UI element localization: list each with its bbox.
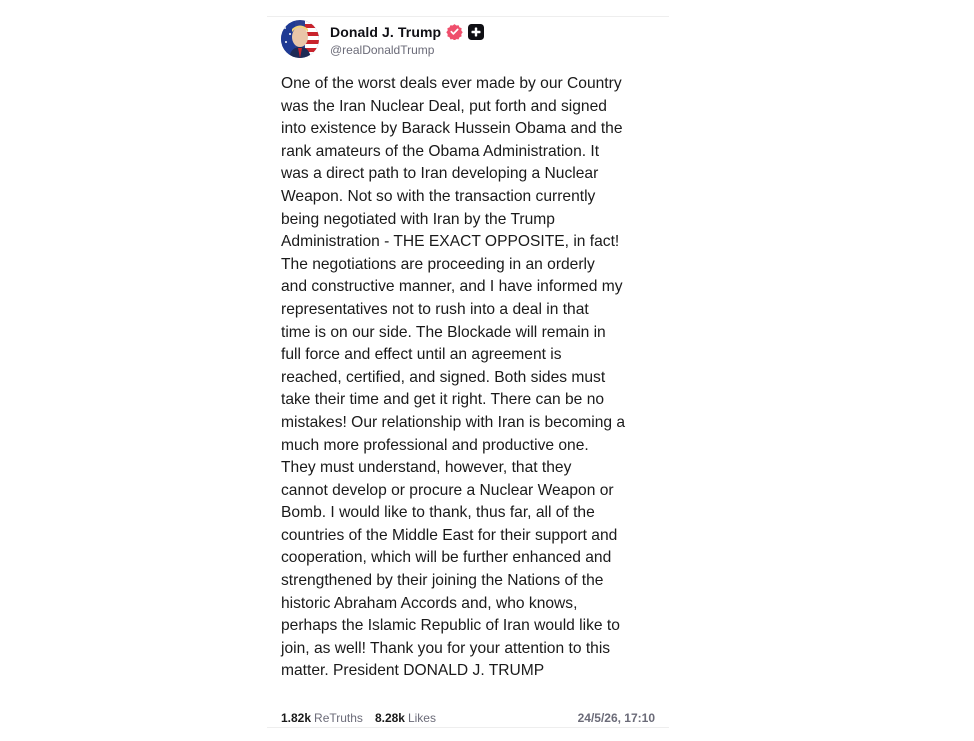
likes-count: 8.28k (374, 711, 405, 725)
post-body-line: cooperation, which will be further enhanced and (281, 549, 612, 567)
likes-label: Likes (407, 711, 436, 725)
author-handle[interactable]: @realDonaldTrump (330, 42, 435, 57)
post-body-line: time is on our side. The Blockade will remain in (281, 323, 606, 341)
avatar[interactable] (281, 20, 319, 58)
post-body-line: representatives not to rush into a deal in that (281, 300, 589, 318)
avatar-image (281, 20, 319, 58)
post-body-line: They must understand, however, that they (281, 459, 572, 477)
verified-badge-icon (446, 23, 463, 40)
post-body-line: matter. President DONALD J. TRUMP (281, 662, 545, 680)
author-name-row (330, 22, 484, 42)
post-body-line: rank amateurs of the Obama Administration. It (281, 142, 600, 160)
post-body-line: mistakes! Our relationship with Iran is becoming a (281, 413, 626, 431)
post-header (281, 19, 484, 59)
post-footer (281, 711, 655, 725)
retruths-count: 1.82k (281, 711, 312, 725)
post-body-line: strengthened by their joining the Nations of the (281, 572, 604, 590)
post-body-line: much more professional and productive one. (281, 436, 589, 454)
truth-plus-icon (468, 24, 484, 40)
post-body-line: reached, certified, and signed. Both sides must (281, 368, 606, 386)
post-body-line: into existence by Barack Hussein Obama and the (281, 120, 623, 138)
post-body-line: One of the worst deals ever made by our Country (281, 75, 622, 92)
author-info (330, 22, 484, 57)
post-body-line: being negotiated with Iran by the Trump (281, 210, 555, 228)
post-body-line: join, as well! Thank you for your attention to this (281, 639, 611, 657)
post-body (281, 73, 661, 683)
post-body-line: and constructive manner, and I have informed my (281, 278, 623, 296)
retruths-stat[interactable] (281, 711, 363, 725)
post-body-line: take their time and get it right. There can be no (281, 391, 605, 409)
post-body-line: Administration - THE EXACT OPPOSITE, in fact! (281, 233, 620, 251)
post-body-line: Weapon. Not so with the transaction currently (281, 187, 596, 205)
post-body-line: was a direct path to Iran developing a Nuclear (281, 165, 599, 183)
likes-stat[interactable] (375, 711, 436, 725)
retruths-label: ReTruths (314, 711, 363, 725)
post-body-line: The negotiations are proceeding in an orderly (281, 255, 595, 273)
post-body-line: perhaps the Islamic Republic of Iran would like to (281, 617, 620, 635)
post-timestamp[interactable]: 24/5/26, 17:10 (577, 711, 655, 725)
post-body-line: cannot develop or procure a Nuclear Weapon or (281, 481, 614, 499)
author-display-name[interactable]: Donald J. Trump (330, 23, 442, 40)
post-card (267, 16, 669, 728)
post-body-line: was the Iran Nuclear Deal, put forth and signed (281, 97, 607, 115)
post-body-line: Bomb. I would like to thank, thus far, all of the (281, 504, 595, 522)
post-body-line: countries of the Middle East for their support and (281, 526, 618, 544)
post-body-line: full force and effect until an agreement is (281, 346, 562, 364)
post-body-line: historic Abraham Accords and, who knows, (281, 594, 578, 612)
